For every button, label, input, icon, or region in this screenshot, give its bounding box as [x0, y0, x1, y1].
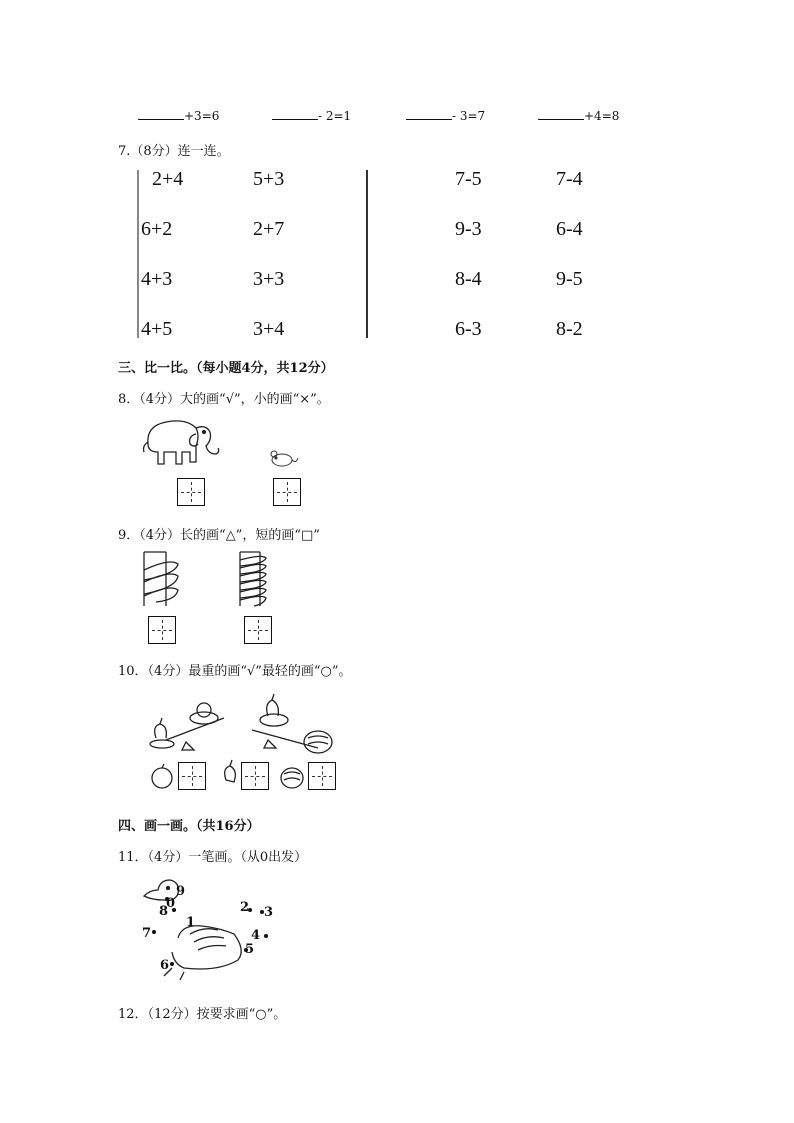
answer-blank[interactable]	[538, 107, 584, 120]
dot-label: 1	[186, 915, 196, 930]
q11-title: 11．（4分）一笔画。（从0出发）	[118, 850, 308, 865]
section-heading: 四、画一画。（共16分）	[118, 819, 260, 834]
expr[interactable]: 6-3	[455, 318, 482, 340]
divider-center	[366, 170, 368, 338]
dot-label: 3	[264, 905, 274, 920]
q7-title: 7.（8分）连一连。	[118, 144, 230, 159]
expr[interactable]: 7-5	[455, 168, 482, 190]
answer-blank[interactable]	[272, 107, 318, 120]
coil-long-icon	[234, 548, 278, 610]
expr[interactable]: 8-4	[455, 268, 482, 290]
answer-box[interactable]	[244, 616, 272, 644]
divider-left	[137, 170, 139, 338]
expr[interactable]: 9-5	[556, 268, 583, 290]
q8-title: 8．（4分）大的画“√”，小的画“×”。	[118, 392, 330, 407]
dot-label: 9	[176, 884, 186, 899]
dot-label: 0	[166, 896, 176, 911]
dot-label: 8	[159, 904, 169, 919]
answer-blank[interactable]	[138, 107, 184, 120]
q6-item-3: - 3=7	[406, 107, 485, 123]
expr[interactable]: 7-4	[556, 168, 583, 190]
q6-item-4: +4=8	[538, 107, 619, 123]
dot-label: 7	[142, 926, 152, 941]
expr[interactable]: 8-2	[556, 318, 583, 340]
expr[interactable]: 2+4	[152, 168, 184, 190]
dot-label: 6	[160, 958, 170, 973]
answer-box[interactable]	[308, 762, 336, 790]
dot-label: 4	[251, 928, 261, 943]
expr[interactable]: 9-3	[455, 218, 482, 240]
coil-short-icon	[140, 548, 184, 610]
elephant-icon	[138, 414, 222, 474]
expr[interactable]: 3+4	[253, 318, 285, 340]
answer-box[interactable]	[148, 616, 176, 644]
dot-label: 5	[245, 942, 255, 957]
answer-box[interactable]	[178, 762, 206, 790]
expr[interactable]: 6-4	[556, 218, 583, 240]
answer-blank[interactable]	[406, 107, 452, 120]
answer-box[interactable]	[177, 478, 205, 506]
answer-box[interactable]	[241, 762, 269, 790]
mouse-icon	[266, 448, 298, 470]
q9-title: 9．（4分）长的画“△”，短的画“□”	[118, 528, 320, 543]
expr[interactable]: 4+5	[141, 318, 173, 340]
expr[interactable]: 6+2	[141, 218, 173, 240]
expr[interactable]: 4+3	[141, 268, 173, 290]
expr[interactable]: 2+7	[253, 218, 285, 240]
q10-title: 10．（4分）最重的画“√”最轻的画“○”。	[118, 664, 352, 679]
expr[interactable]: 5+3	[253, 168, 285, 190]
q6-item-1: +3=6	[138, 107, 219, 123]
q12-title: 12．（12分）按要求画“○”。	[118, 1007, 287, 1022]
answer-box[interactable]	[273, 478, 301, 506]
q6-item-2: - 2=1	[272, 107, 351, 123]
expr[interactable]: 3+3	[253, 268, 285, 290]
dot-label: 2	[240, 900, 250, 915]
section-heading: 三、比一比。（每小题4分，共12分）	[118, 361, 334, 376]
